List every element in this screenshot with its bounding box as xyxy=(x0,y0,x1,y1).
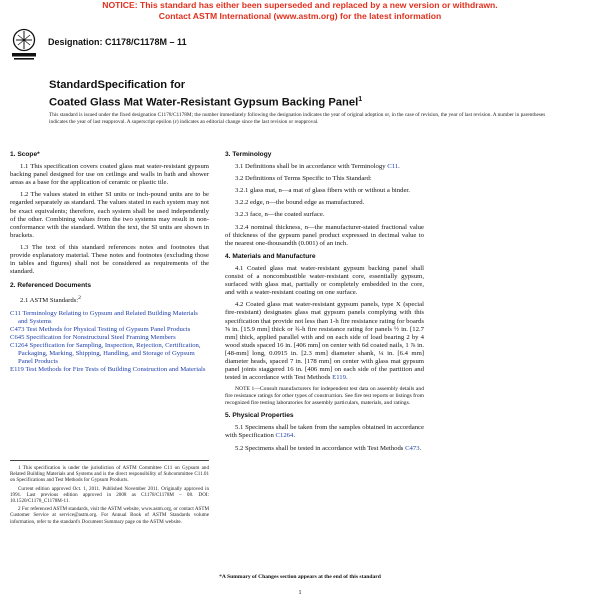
footnote-1: 1 This specification is under the jurisdiction of ASTM Committee C11 on Gypsum and Related Building Materials and Systems and is the direct responsibility of Subcommittee C11.01 on Specifications and Test Methods for Gypsum Products. xyxy=(10,465,209,484)
scope-1-3: 1.3 The text of this standard references notes and footnotes that provide explanatory material. These notes and footnotes (excluding those in tables and figures) shall not be considered as requirements of the standard. xyxy=(10,243,209,276)
materials-4-2: 4.2 Coated glass mat water-resistant gypsum panels, type X (special fire-resistant) designates glass mat gypsum panels complying with this specification that provide not less than 1-h fire resistance rating for boards ⅝ in. [15.9 mm] thick or ¾-h fire resistance rating for panels ½ in. [12.7 mm] thick, applied parallel with and on each side of load bearing 2 by 4 wood studs spaced 16 in. [406 mm] on center with 6d coated nails, 1 ⅞ in. [48-mm] long, 0.0915 in. [2.3 mm] diameter shank, ¼ in. [6.4 mm] diameter heads, spaced 7 in. [178 mm] on center with glass mat gypsum panel joints staggered 16 in. [406 mm] on each side of the partition and tested in accordance with Test Methods E119. xyxy=(225,301,424,382)
section-heading-scope: 1. Scope* xyxy=(10,151,40,158)
terminology-3-2-4: 3.2.4 nominal thickness, n—the manufacturer-stated fractional value of thickness of the gypsum panel product expressed in decimal value to the nearest one-thousandth (0.001) of an inch. xyxy=(225,223,424,247)
physical-c1264-link[interactable]: C1264 xyxy=(275,432,294,440)
notice-banner xyxy=(0,0,600,21)
astm-logo xyxy=(10,28,38,62)
footnotes xyxy=(10,460,209,527)
referenced-sub-label: 2.1 ASTM Standards: xyxy=(20,297,79,305)
title-line-2 xyxy=(49,93,469,110)
reference-title[interactable]: Terminology Relating to Gypsum and Related Building Materials and Systems xyxy=(18,309,198,325)
reference-code-link[interactable]: C473 xyxy=(10,325,25,333)
title-footnote-ref: 1 xyxy=(358,95,363,103)
terminology-c11-link[interactable]: C11 xyxy=(387,163,399,171)
title-line-2-text: Coated Glass Mat Water-Resistant Gypsum Backing Panel xyxy=(49,96,359,109)
reference-title[interactable]: Test Methods for Physical Testing of Gypsum Panel Products xyxy=(26,325,191,333)
footnote-1-edition: Current edition approved Oct. 1, 2011. Published November 2011. Originally approved in 1991. Last previous edition approved in 2008 as C1178/C1178M – 08. DOI: 10.1520/C1178_C1178M-11. xyxy=(10,485,209,505)
section-heading-materials: 4. Materials and Manufacture xyxy=(225,252,316,260)
terminology-3-2-3: 3.2.3 face, n—the coated surface. xyxy=(235,211,325,219)
physical-5-1: 5.1 Specimens shall be taken from the samples obtained in accordance with Specification C1264. xyxy=(225,424,424,440)
section-heading-referenced: 2. Referenced Documents xyxy=(10,282,91,290)
preamble xyxy=(49,112,549,127)
physical-c473-link[interactable]: C473 xyxy=(405,444,420,452)
document-title xyxy=(49,79,469,110)
title-line-1: StandardSpecification for xyxy=(49,79,186,91)
left-column xyxy=(10,151,209,378)
right-column xyxy=(225,151,424,457)
reference-title[interactable]: Specification for Nonstructural Steel Framing Members xyxy=(26,334,176,342)
astm-logo-icon xyxy=(10,28,38,62)
notice-line-1: NOTICE: This standard has either been superseded and replaced by a new version or withdrawn. xyxy=(102,0,498,10)
section-heading-terminology: 3. Terminology xyxy=(225,151,272,158)
reference-code-link[interactable]: E119 xyxy=(10,366,24,374)
reference-item[interactable] xyxy=(10,326,209,334)
referenced-sub-footnote: 2 xyxy=(78,295,81,302)
materials-note-1: NOTE 1—Consult manufacturers for independent test data on assembly details and fire resistance ratings for other types of construction. See fire test reports or listings from recognized fire testing laboratories for assembly particulars, materials, and ratings. xyxy=(225,386,424,407)
materials-4-1: 4.1 Coated glass mat water-resistant gypsum backing panel shall consist of a noncombustible water-resistant core, essentially gypsum, surfaced with glass mat, partially or completely embedded in the core, and with a water-resistant coating on one surface. xyxy=(225,264,424,297)
reference-item[interactable] xyxy=(10,334,209,342)
section-heading-physical: 5. Physical Properties xyxy=(225,412,294,420)
reference-code-link[interactable]: C1264 xyxy=(10,342,28,350)
scope-1-1: 1.1 This specification covers coated glass mat water-resistant gypsum backing panel designed for use on ceilings and walls in bath and shower areas as a base for the application of ceramic or plastic tile. xyxy=(10,163,209,187)
terminology-3-2-1: 3.2.1 glass mat, n—a mat of glass fibers with or without a binder. xyxy=(235,187,410,195)
physical-5-2: 5.2 Specimens shall be tested in accordance with Test Methods C473. xyxy=(235,444,422,452)
page-number: 1 xyxy=(298,589,302,596)
preamble-text: This standard is issued under the fixed designation C1178/C1178M; the number immediately following the designation indicates the year of original adoption or, in the case of revision, the year of last revision. A number in parentheses indicates the year of last reapproval. A superscript epsilon (ε) indicates an editorial change since the last revision or reapproval. xyxy=(49,112,546,126)
materials-4-2-text: 4.2 Coated glass mat water-resistant gypsum panels, type X (special fire-resistant) designates glass mat gypsum panels complying with this specification that provide not less than 1-h fire resistance rating for boards ⅝ in. [15.9 mm] thick or ¾-h fire resistance rating for panels ½ in. [12.7 mm] thick, applied parallel with and on each side of load bearing 2 by 4 wood studs spaced 16 in. [406 mm] on center with 6d coated nails, 1 ⅞ in. [48-mm] long, 0.0915 in. [2.3 mm] diameter shank, ¼ in. [6.4 mm] diameter heads, spaced 7 in. [178 mm] on center with glass mat gypsum panel joints staggered 16 in. [406 mm] on each side of the partition and tested in accordance with Test Methods xyxy=(225,301,424,382)
reference-title[interactable]: Test Methods for Fire Tests of Building Construction and Materials xyxy=(25,366,206,374)
scope-1-2: 1.2 The values stated in either SI units or inch-pound units are to be regarded separately as standard. The values stated in each system may not be exact equivalents; therefore, each system shall be used independently of the other. Combining values from the two systems may result in non-conformance with the standard. Within the text, the SI units are shown in brackets. xyxy=(10,191,209,239)
physical-5-1-text: 5.1 Specimens shall be taken from the samples obtained in accordance with Specification xyxy=(225,424,424,440)
reference-item[interactable] xyxy=(10,342,209,366)
footnote-2: 2 For referenced ASTM standards, visit the ASTM website, www.astm.org, or contact ASTM Customer Service at service@astm.org. For Annual Book of ASTM Standards volume information, refer to the standard's Document Summary page on the ASTM website. xyxy=(10,506,209,525)
materials-e119-link[interactable]: E119 xyxy=(332,374,346,382)
reference-title[interactable]: Specification for Sampling, Inspection, Rejection, Certification, Packaging, Marking, Shipping, Handling, and Storage of Gypsum Panel Products xyxy=(18,342,201,366)
reference-code-link[interactable]: C11 xyxy=(10,309,21,317)
reference-list xyxy=(10,310,209,375)
reference-item[interactable] xyxy=(10,310,209,326)
physical-5-2-text: 5.2 Specimens shall be tested in accordance with Test Methods xyxy=(235,444,404,452)
reference-item[interactable] xyxy=(10,366,209,374)
notice-line-2: Contact ASTM International (www.astm.org) for the latest information xyxy=(158,10,442,21)
reference-code-link[interactable]: C645 xyxy=(10,334,25,342)
referenced-2-1 xyxy=(10,294,209,305)
terminology-3-1: 3.1 Definitions shall be in accordance with Terminology C11. xyxy=(235,163,400,171)
summary-of-changes-note: *A Summary of Changes section appears at the end of this standard xyxy=(219,574,381,580)
terminology-3-2: 3.2 Definitions of Terms Specific to This Standard: xyxy=(235,175,372,183)
terminology-3-1-text: 3.1 Definitions shall be in accordance with Terminology xyxy=(235,163,386,171)
terminology-3-2-2: 3.2.2 edge, n—the bound edge as manufactured. xyxy=(235,199,365,207)
designation: Designation: C1178/C1178M – 11 xyxy=(48,37,187,47)
